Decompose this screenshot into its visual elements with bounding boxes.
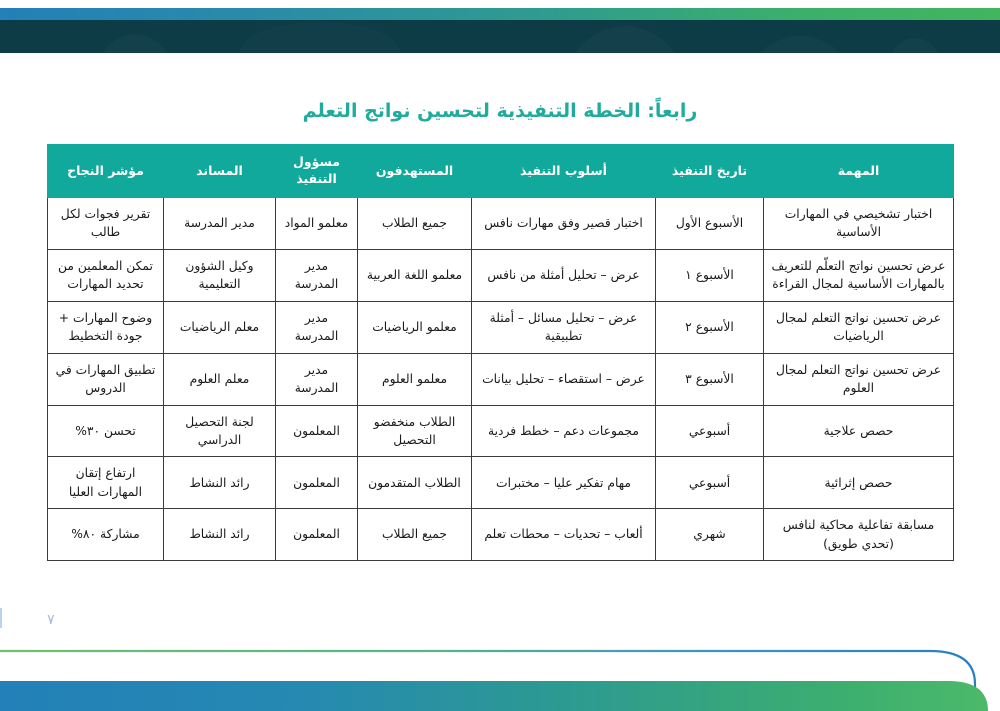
cell-task: اختبار تشخيصي في المهارات الأساسية xyxy=(764,198,954,250)
page-number: ٧ xyxy=(47,612,55,628)
cell-method: عرض – استقصاء – تحليل بيانات xyxy=(472,353,656,405)
decorative-blob xyxy=(560,26,690,53)
cell-date: الأسبوع ٣ xyxy=(656,353,764,405)
cell-owner: مدير المدرسة xyxy=(276,249,358,301)
cell-date: الأسبوع ٢ xyxy=(656,301,764,353)
cell-support: رائد النشاط xyxy=(164,457,276,509)
cell-owner: مدير المدرسة xyxy=(276,301,358,353)
cell-method: عرض – تحليل أمثلة من نافس xyxy=(472,249,656,301)
cell-owner: مدير المدرسة xyxy=(276,353,358,405)
footer-gradient-bar xyxy=(0,681,988,711)
cell-support: وكيل الشؤون التعليمية xyxy=(164,249,276,301)
column-header-target: المستهدفون xyxy=(358,145,472,198)
column-header-kpi: مؤشر النجاح xyxy=(48,145,164,198)
cell-task: عرض تحسين نواتج التعلّم للتعريف بالمهارات الأساسية لمجال القراءة xyxy=(764,249,954,301)
page-title: رابعاً: الخطة التنفيذية لتحسين نواتج التعلم xyxy=(302,100,698,122)
page-number-divider xyxy=(0,608,2,628)
cell-date: أسبوعي xyxy=(656,457,764,509)
top-gradient-strip xyxy=(0,8,1000,20)
cell-support: معلم الرياضيات xyxy=(164,301,276,353)
table-row xyxy=(48,509,954,561)
cell-method: مجموعات دعم – خطط فردية xyxy=(472,405,656,457)
cell-kpi: تحسن ٣٠% xyxy=(48,405,164,457)
table-row xyxy=(48,405,954,457)
column-header-date: تاريخ التنفيذ xyxy=(656,145,764,198)
column-header-support: المساند xyxy=(164,145,276,198)
cell-target: جميع الطلاب xyxy=(358,509,472,561)
decorative-blob xyxy=(240,22,400,53)
table-row xyxy=(48,353,954,405)
cell-support: رائد النشاط xyxy=(164,509,276,561)
execution-plan-table xyxy=(47,144,954,561)
cell-date: الأسبوع ١ xyxy=(656,249,764,301)
cell-date: أسبوعي xyxy=(656,405,764,457)
cell-target: معلمو اللغة العربية xyxy=(358,249,472,301)
decorative-blob xyxy=(740,36,860,53)
column-header-owner: مسؤول التنفيذ xyxy=(276,145,358,198)
cell-task: عرض تحسين نواتج التعلم لمجال العلوم xyxy=(764,353,954,405)
cell-kpi: تطبيق المهارات في الدروس xyxy=(48,353,164,405)
cell-task: عرض تحسين نواتج التعلم لمجال الرياضيات xyxy=(764,301,954,353)
cell-kpi: ارتفاع إتقان المهارات العليا xyxy=(48,457,164,509)
table-header-row xyxy=(48,145,954,198)
cell-owner: المعلمون xyxy=(276,405,358,457)
top-dark-band xyxy=(0,20,1000,53)
page-number-container xyxy=(0,608,1000,628)
cell-kpi: تقرير فجوات لكل طالب xyxy=(48,198,164,250)
cell-task: مسابقة تفاعلية محاكية لنافس (تحدي طويق) xyxy=(764,509,954,561)
cell-support: لجنة التحصيل الدراسي xyxy=(164,405,276,457)
table-row xyxy=(48,301,954,353)
decorative-blob xyxy=(90,34,180,53)
cell-method: اختبار قصير وفق مهارات نافس xyxy=(472,198,656,250)
cell-target: معلمو الرياضيات xyxy=(358,301,472,353)
cell-owner: المعلمون xyxy=(276,509,358,561)
cell-target: الطلاب المتقدمون xyxy=(358,457,472,509)
cell-target: معلمو العلوم xyxy=(358,353,472,405)
table-row xyxy=(48,249,954,301)
cell-owner: معلمو المواد xyxy=(276,198,358,250)
cell-support: مدير المدرسة xyxy=(164,198,276,250)
cell-support: معلم العلوم xyxy=(164,353,276,405)
execution-plan-table-wrapper xyxy=(48,144,954,561)
cell-target: جميع الطلاب xyxy=(358,198,472,250)
cell-task: حصص إثرائية xyxy=(764,457,954,509)
cell-method: مهام تفكير عليا – مختبرات xyxy=(472,457,656,509)
cell-owner: المعلمون xyxy=(276,457,358,509)
cell-kpi: مشاركة ٨٠% xyxy=(48,509,164,561)
cell-target: الطلاب منخفضو التحصيل xyxy=(358,405,472,457)
cell-method: عرض – تحليل مسائل – أمثلة تطبيقية xyxy=(472,301,656,353)
cell-date: شهري xyxy=(656,509,764,561)
footer-decoration xyxy=(0,648,1000,711)
cell-kpi: تمكن المعلمين من تحديد المهارات xyxy=(48,249,164,301)
cell-date: الأسبوع الأول xyxy=(656,198,764,250)
cell-method: ألعاب – تحديات – محطات تعلم xyxy=(472,509,656,561)
cell-task: حصص علاجية xyxy=(764,405,954,457)
cell-kpi: وضوح المهارات + جودة التخطيط xyxy=(48,301,164,353)
column-header-task: المهمة xyxy=(764,145,954,198)
column-header-method: أسلوب التنفيذ xyxy=(472,145,656,198)
table-row xyxy=(48,457,954,509)
decorative-blob xyxy=(880,38,950,53)
table-row xyxy=(48,198,954,250)
